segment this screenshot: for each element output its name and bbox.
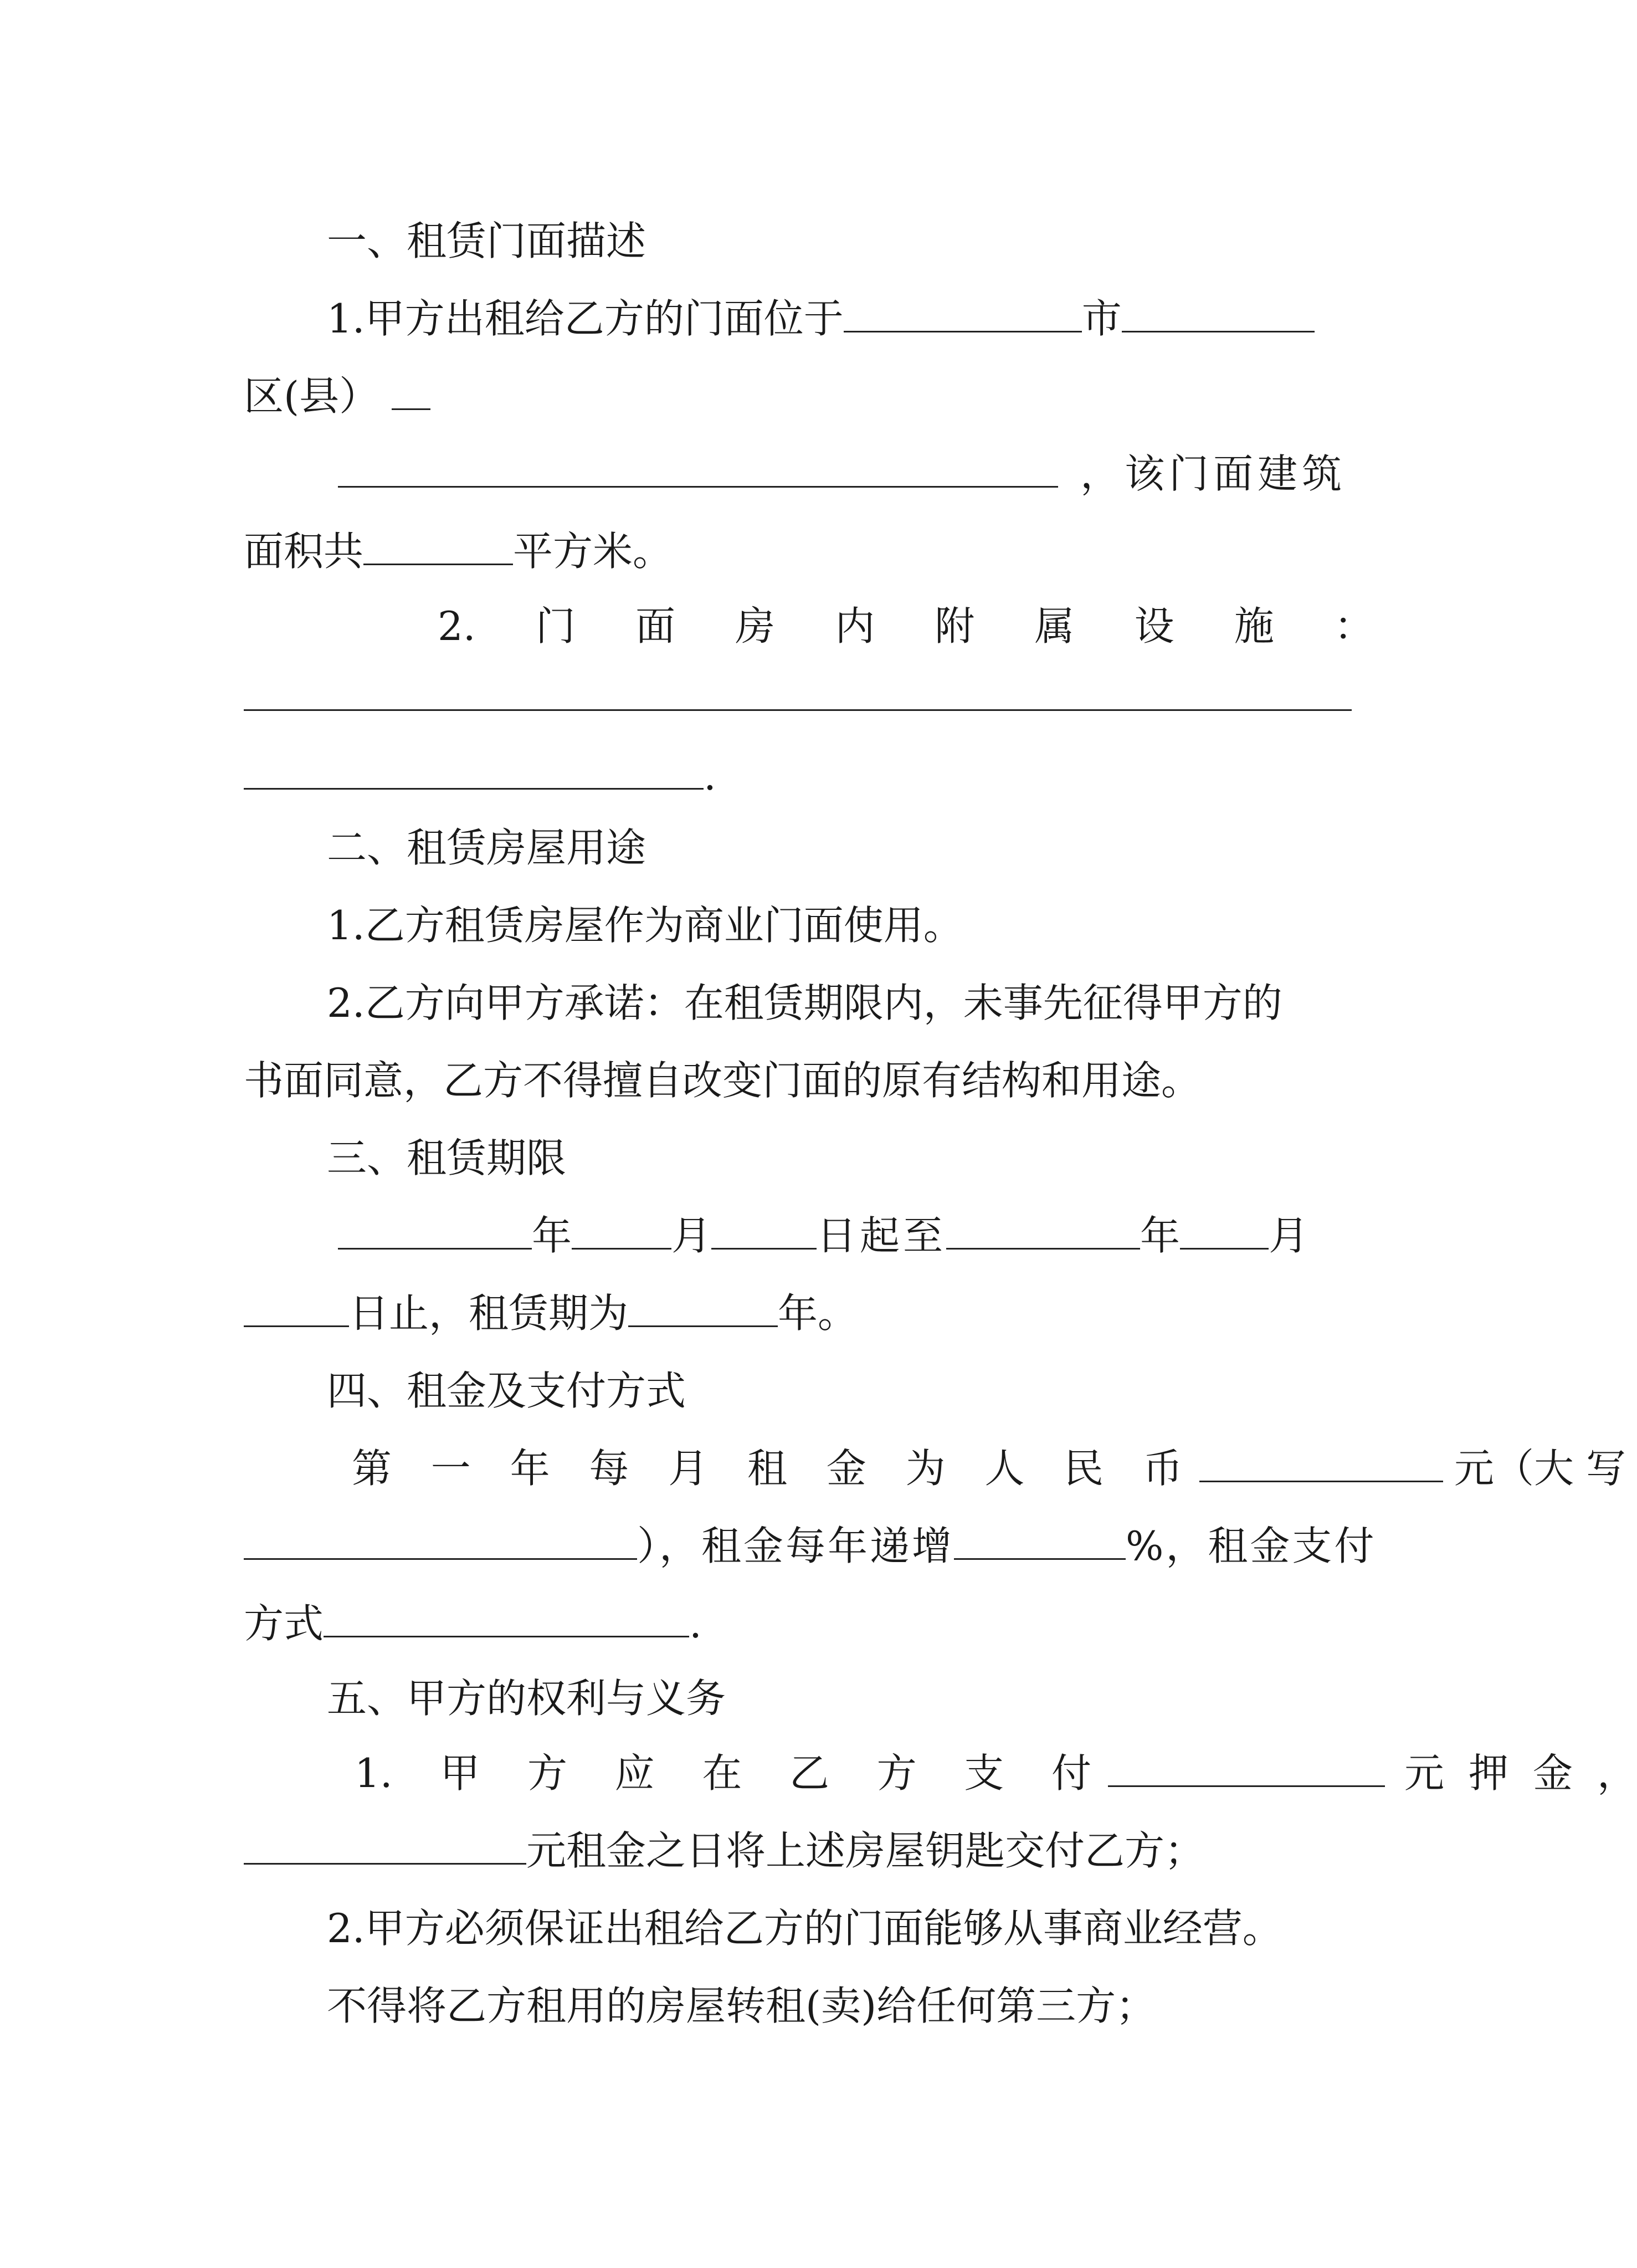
city-label: 市 — [1081, 295, 1122, 342]
term-years-label: 年。 — [778, 1290, 858, 1337]
facilities-char-3: 房 — [735, 603, 776, 649]
deposit-char-6: 方 — [876, 1750, 917, 1796]
deposit-label — [1404, 1745, 1637, 1801]
deposit-text — [355, 1745, 1091, 1801]
section-4-heading: 四、租金及支付方式 — [327, 1368, 686, 1414]
section-1-item-1-line-3 — [244, 446, 1374, 501]
facilities-end: . — [704, 752, 716, 799]
facilities-char-7: 设 — [1134, 603, 1174, 649]
deposit-char-7: 支 — [964, 1750, 1004, 1796]
end-year-blank[interactable] — [946, 1214, 1140, 1250]
section-1-item-2-line-3 — [244, 748, 1374, 803]
rent-char-3: 每 — [589, 1445, 629, 1492]
facilities-char-6: 属 — [1034, 603, 1075, 649]
facilities-char-5: 附 — [935, 603, 975, 649]
facilities-char-0: 2. — [438, 603, 476, 649]
section-4-line-3 — [244, 1596, 1374, 1651]
end-month-blank[interactable] — [1180, 1214, 1269, 1250]
section-5-item-1-line-1 — [244, 1745, 1637, 1801]
deposit-char-4: 在 — [702, 1750, 742, 1796]
day-from-label: 日起至 — [817, 1212, 947, 1259]
section-1-item-1-line-4 — [244, 524, 1374, 579]
rent-char-2: 年 — [510, 1445, 550, 1492]
building-text: ，该门面建筑 — [1080, 450, 1347, 497]
deposit-blank[interactable] — [1108, 1751, 1385, 1787]
deposit-char-5: 乙 — [789, 1750, 829, 1796]
section-1-item-2-line-1 — [438, 598, 1374, 654]
start-year-blank[interactable] — [338, 1214, 532, 1250]
deposit-char-0: 1. — [355, 1750, 393, 1796]
area-text: 面积共 — [244, 528, 364, 575]
monthly-rent-text — [352, 1441, 1183, 1496]
increase-text: ），租金每年递增 — [637, 1523, 955, 1569]
district-short-blank[interactable] — [392, 374, 430, 410]
city-blank[interactable] — [844, 296, 1082, 332]
start-day-blank[interactable] — [711, 1214, 817, 1250]
section-2-item-2-line-1: 2.乙方向甲方承诺：在租赁期限内，未事先征得甲方的 — [327, 980, 1282, 1026]
rent-char-10: 币 — [1142, 1445, 1183, 1492]
area-blank[interactable] — [363, 529, 513, 565]
facilities-blank-2[interactable] — [244, 754, 704, 790]
payment-text: %，租金支付 — [1126, 1523, 1377, 1569]
area-unit: 平方米。 — [513, 528, 673, 575]
deposit-char-8: 付 — [1051, 1750, 1091, 1796]
section-2-item-1: 1.乙方租赁房屋作为商业门面使用。 — [327, 902, 963, 949]
deposit-tail-char-0: 元 — [1404, 1750, 1445, 1796]
payment-method-end: . — [689, 1600, 702, 1647]
deposit-tail-char-2: 金 — [1532, 1750, 1573, 1796]
district-blank[interactable] — [1122, 296, 1315, 332]
day-until-label: 日止，租赁期为 — [349, 1290, 629, 1337]
section-5-heading: 五、甲方的权利与义务 — [327, 1675, 726, 1722]
section-2-item-2-line-2: 书面同意，乙方不得擅自改变门面的原有结构和用途。 — [244, 1057, 1202, 1104]
rent-payment-blank[interactable] — [244, 1829, 526, 1865]
deposit-char-2: 方 — [527, 1750, 568, 1796]
deposit-tail-char-1: 押 — [1468, 1750, 1508, 1796]
rent-char-1: 一 — [430, 1445, 471, 1492]
term-years-blank[interactable] — [628, 1291, 778, 1327]
section-3-line-1 — [244, 1208, 1374, 1263]
payment-method-label: 方式 — [244, 1600, 324, 1647]
start-month-blank[interactable] — [572, 1214, 671, 1250]
deposit-char-1: 甲 — [440, 1750, 480, 1796]
facilities-char-9: ： — [1333, 603, 1374, 649]
section-1-item-1-line-2 — [244, 368, 1374, 424]
facilities-char-2: 面 — [635, 603, 675, 649]
key-handover-text: 元租金之日将上述房屋钥匙交付乙方； — [526, 1827, 1205, 1874]
end-year-label: 年 — [1140, 1212, 1181, 1259]
facilities-char-1: 门 — [535, 603, 576, 649]
rent-char-4: 月 — [668, 1445, 709, 1492]
start-year-label: 年 — [532, 1212, 572, 1259]
capital-char-0: 元（大 — [1454, 1445, 1574, 1492]
section-4-line-2 — [244, 1518, 1377, 1574]
section-3-heading: 三、租赁期限 — [327, 1135, 567, 1181]
start-month-label: 月 — [671, 1212, 712, 1259]
section-2-heading: 二、租赁房屋用途 — [327, 825, 646, 871]
payment-method-blank[interactable] — [324, 1601, 689, 1637]
rent-char-6: 金 — [826, 1445, 866, 1492]
end-day-blank[interactable] — [244, 1291, 349, 1327]
section-1-item-1-line-1 — [244, 291, 1374, 346]
facilities-blank-1[interactable] — [244, 709, 1352, 711]
district-label: 区(县） — [244, 373, 379, 419]
section-3-line-2 — [244, 1286, 1374, 1341]
end-month-label: 月 — [1269, 1212, 1309, 1259]
capital-char-1: 写 — [1585, 1445, 1626, 1492]
facilities-char-8: 施 — [1234, 603, 1274, 649]
rent-char-9: 民 — [1064, 1445, 1104, 1492]
section-1-heading: 一、租赁门面描述 — [327, 218, 646, 264]
rent-char-5: 租 — [747, 1445, 787, 1492]
monthly-rent-blank[interactable] — [1199, 1446, 1443, 1482]
increase-rate-blank[interactable] — [954, 1524, 1126, 1560]
deposit-char-3: 应 — [614, 1750, 655, 1796]
deposit-tail-char-3: ， — [1597, 1750, 1637, 1796]
address-blank[interactable] — [338, 452, 1058, 488]
capital-amount-label — [1454, 1441, 1626, 1496]
section-4-line-1 — [244, 1441, 1626, 1496]
capital-amount-blank[interactable] — [244, 1524, 637, 1560]
section-5-item-1-line-2 — [244, 1823, 1374, 1878]
facilities-char-4: 内 — [835, 603, 875, 649]
rent-char-0: 第 — [352, 1445, 392, 1492]
section-5-item-2-line-1: 2.甲方必须保证出租给乙方的门面能够从事商业经营。 — [327, 1905, 1282, 1952]
section-5-item-2-line-2: 不得将乙方租用的房屋转租(卖)给任何第三方； — [327, 1983, 1156, 2029]
rent-char-7: 为 — [905, 1445, 946, 1492]
rent-char-8: 人 — [984, 1445, 1025, 1492]
location-text: 1.甲方出租给乙方的门面位于 — [327, 295, 844, 342]
